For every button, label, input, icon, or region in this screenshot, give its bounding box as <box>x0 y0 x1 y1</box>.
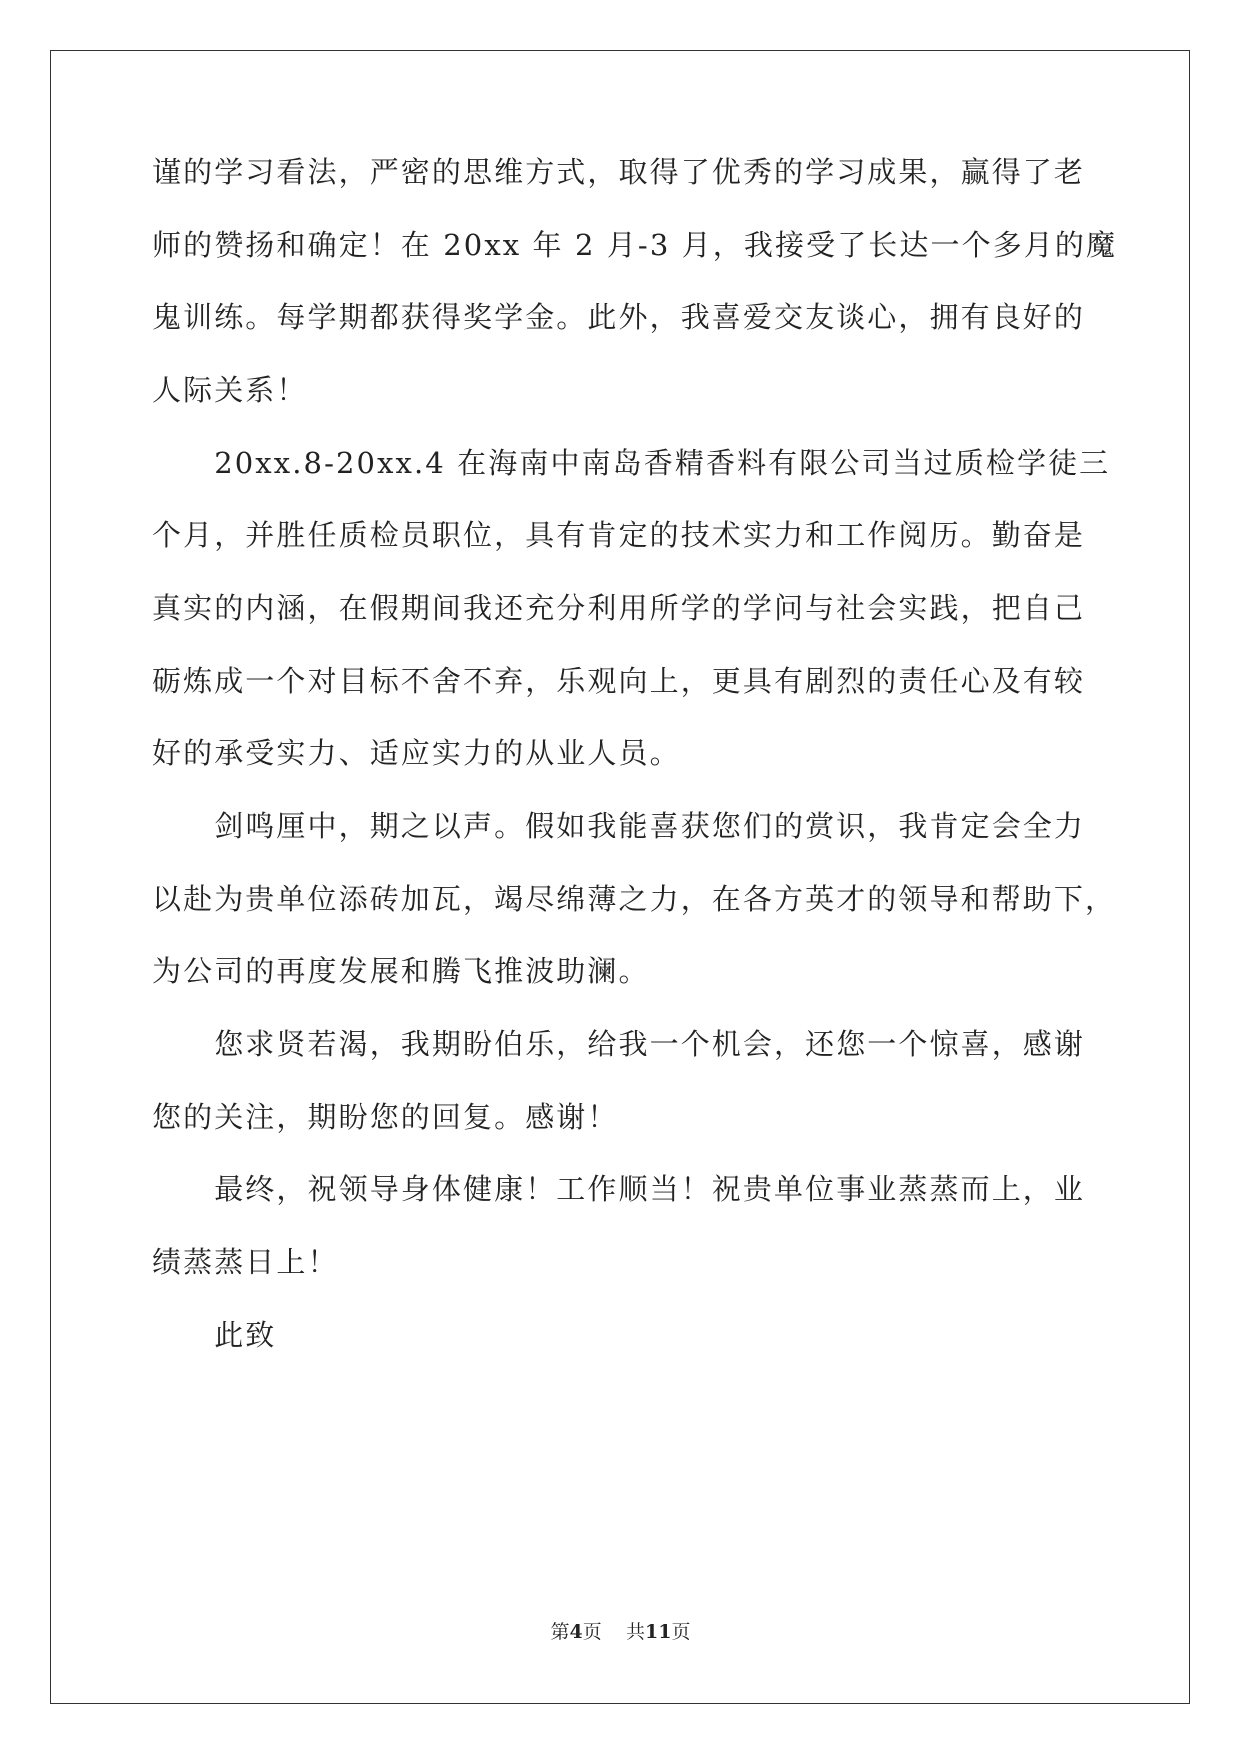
text-line: 您求贤若渴，我期盼伯乐，给我一个机会，还您一个惊喜，感谢 <box>152 1027 1086 1061</box>
text-line: 好的承受实力、适应实力的从业人员。 <box>152 736 681 770</box>
text-line: 此致 <box>152 1318 277 1352</box>
text-line: 真实的内涵，在假期间我还充分利用所学的学问与社会实践，把自己 <box>152 591 1086 625</box>
text-line: 谨的学习看法，严密的思维方式，取得了优秀的学习成果，赢得了老 <box>152 155 1086 189</box>
page-label-suffix: 页 <box>582 1621 602 1643</box>
text-line: 您的关注，期盼您的回复。感谢！ <box>152 1100 619 1134</box>
text-line: 为公司的再度发展和腾飞推波助澜。 <box>152 954 650 988</box>
text-line: 最终，祝领导身体健康！工作顺当！祝贵单位事业蒸蒸而上，业 <box>152 1172 1086 1206</box>
page-footer <box>0 1620 1241 1644</box>
text-line: 人际关系！ <box>152 373 308 407</box>
total-pages: 11 <box>644 1621 672 1643</box>
text-line: 个月，并胜任质检员职位，具有肯定的技术实力和工作阅历。勤奋是 <box>152 518 1086 552</box>
text-line: 绩蒸蒸日上！ <box>152 1245 339 1279</box>
text-line: 剑鸣厘中，期之以声。假如我能喜获您们的赏识，我肯定会全力 <box>152 809 1086 843</box>
page-number: 4 <box>569 1621 583 1643</box>
total-label-prefix: 共 <box>625 1621 645 1643</box>
text-line: 砺炼成一个对目标不舍不弃，乐观向上，更具有剧烈的责任心及有较 <box>152 664 1086 698</box>
text-line: 20xx.8-20xx.4 在海南中南岛香精香料有限公司当过质检学徒三 <box>152 446 1111 480</box>
text-line: 鬼训练。每学期都获得奖学金。此外，我喜爱交友谈心，拥有良好的 <box>152 300 1086 334</box>
total-label-suffix: 页 <box>671 1621 691 1643</box>
text-line: 以赴为贵单位添砖加瓦，竭尽绵薄之力，在各方英才的领导和帮助下， <box>152 882 1117 916</box>
page-border <box>50 50 1190 1704</box>
text-line: 师的赞扬和确定！在 20xx 年 2 月-3 月，我接受了长达一个多月的魔 <box>152 228 1118 262</box>
page-label-prefix: 第 <box>550 1621 570 1643</box>
